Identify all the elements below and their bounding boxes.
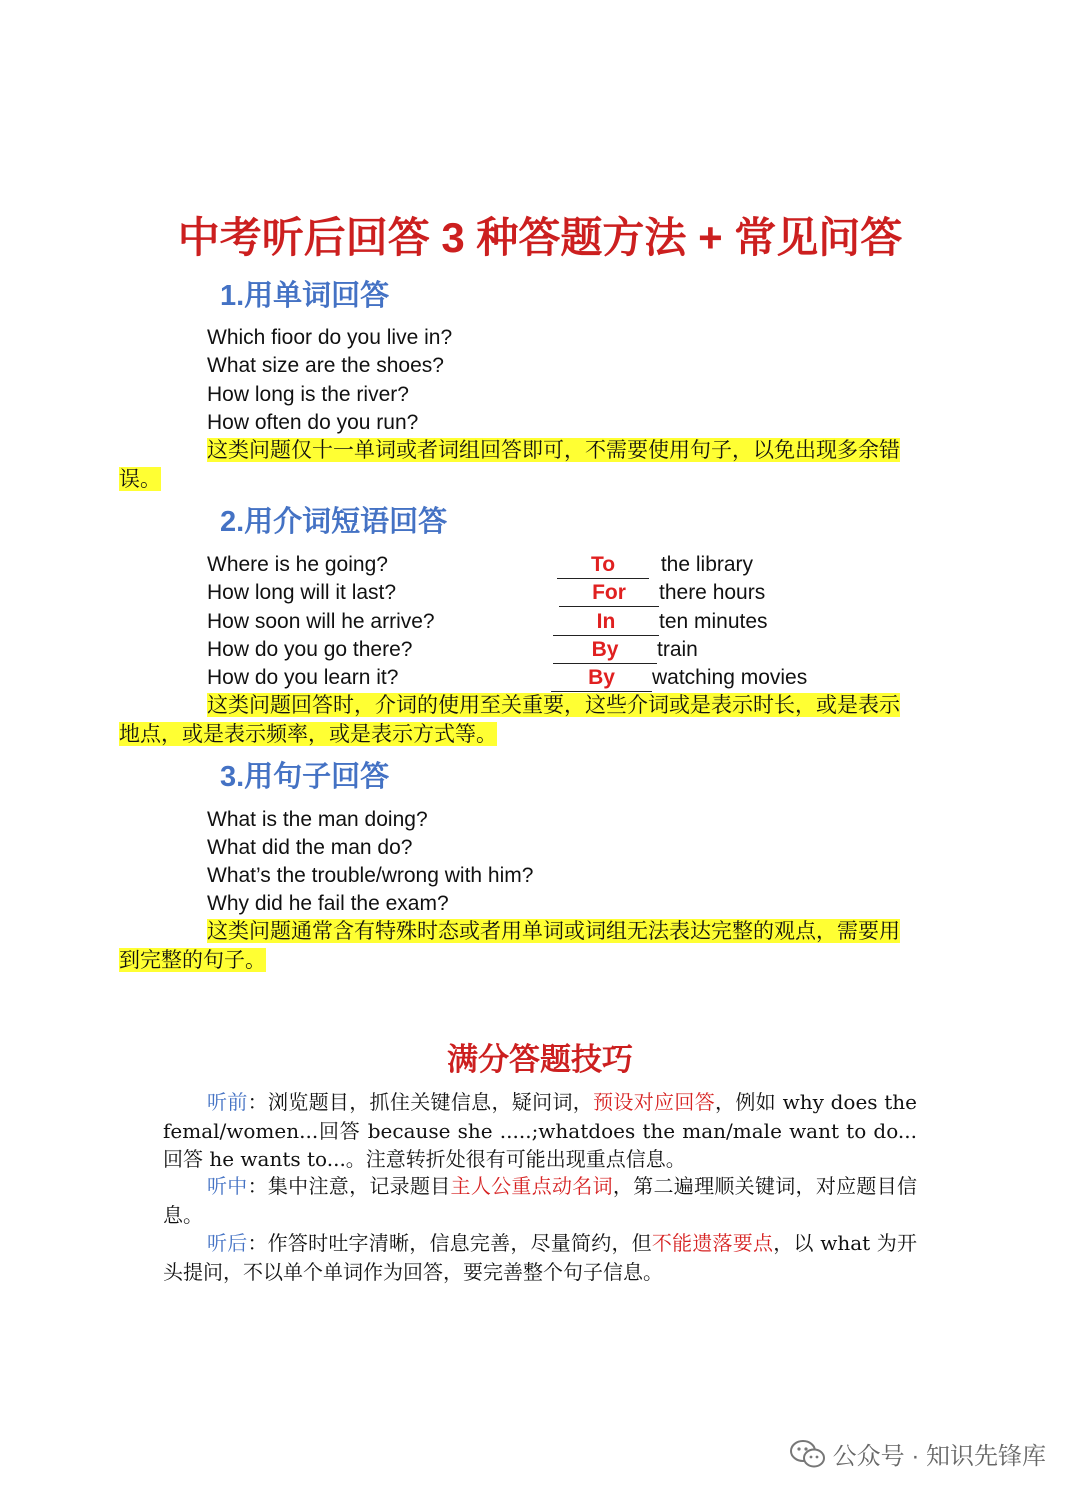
section-2-heading: 2.用介词短语回答 bbox=[220, 506, 448, 538]
section-2-question: How do you learn it? bbox=[207, 666, 399, 689]
section-1-note bbox=[119, 436, 917, 494]
preposition-blank: By bbox=[553, 637, 657, 664]
section-2-answer bbox=[553, 608, 768, 636]
tip-after-label: 听后 bbox=[207, 1231, 248, 1255]
answer-rest: train bbox=[657, 638, 698, 661]
preposition-blank: To bbox=[557, 552, 649, 579]
preposition-blank: For bbox=[559, 580, 659, 607]
preposition-blank: By bbox=[551, 665, 652, 692]
section-2-answer bbox=[553, 636, 698, 664]
tip-after bbox=[163, 1229, 917, 1286]
answer-rest: the library bbox=[660, 553, 754, 576]
section-3-note bbox=[119, 917, 917, 975]
watermark-text: 公众号 · 知识先锋库 bbox=[832, 1443, 1046, 1470]
section-2-answer bbox=[559, 579, 765, 607]
section-2-question: How long will it last? bbox=[207, 581, 397, 604]
tip-before-label: 听前 bbox=[207, 1090, 248, 1114]
wechat-icon bbox=[789, 1439, 827, 1469]
tip-during bbox=[163, 1172, 917, 1229]
tip-during-label: 听中 bbox=[207, 1174, 248, 1198]
section-2-note-line2: 地点，或是表示频率，或是表示方式等。 bbox=[119, 722, 497, 746]
tip-before-highlight: 预设对应回答 bbox=[593, 1090, 716, 1114]
section-2-answer bbox=[551, 664, 807, 692]
section-3-note-line1: 这类问题通常含有特殊时态或者用单词或词组无法表达完整的观点，需要用 bbox=[207, 919, 900, 943]
answer-rest: ten minutes bbox=[659, 610, 768, 633]
answer-rest: there hours bbox=[659, 581, 766, 604]
section-1-heading: 1.用单词回答 bbox=[220, 280, 390, 312]
tip-during-text2: ，第二遍理顺关键词，对应题目信息。 bbox=[163, 1174, 918, 1227]
section-3-question: What’s the trouble/wrong with him? bbox=[207, 864, 534, 887]
section-2-note-line1: 这类问题回答时，介词的使用至关重要，这些介词或是表示时长，或是表示 bbox=[207, 693, 900, 717]
section-2-answer bbox=[557, 551, 753, 579]
section-1-question: How often do you run? bbox=[207, 411, 419, 434]
tip-during-text1: ：集中注意，记录题目 bbox=[247, 1174, 451, 1198]
section-2-question: How soon will he arrive? bbox=[207, 610, 435, 633]
tip-after-highlight: 不能遗落要点 bbox=[651, 1231, 774, 1255]
section-1-question: What size are the shoes? bbox=[207, 354, 444, 377]
tip-after-text2: ，以 what 为开头提问，不以单个单词作为回答，要完善整个句子信息。 bbox=[163, 1231, 918, 1284]
tip-before bbox=[163, 1088, 917, 1174]
preposition-blank: In bbox=[553, 609, 659, 636]
section-2-note bbox=[119, 691, 917, 749]
section-3-heading: 3.用句子回答 bbox=[220, 761, 390, 793]
tip-before-text2: ，例如 why does the femal/women...回答 because she .....;whatdoes the man/male want to do...回答 he wants to...。注意转折处很有可能出现重点信息。 bbox=[163, 1090, 918, 1171]
section-3-question: Why did he fail the exam? bbox=[207, 892, 449, 915]
section-2-question: How do you go there? bbox=[207, 638, 413, 661]
tip-during-highlight: 主人公重点动名词 bbox=[450, 1174, 613, 1198]
tip-after-text1: ：作答时吐字清晰，信息完善，尽量简约，但 bbox=[247, 1231, 652, 1255]
section-3-note-line2: 到完整的句子。 bbox=[119, 948, 266, 972]
watermark bbox=[789, 1436, 1046, 1471]
section-1-question: How long is the river? bbox=[207, 383, 409, 406]
section-1-note-line2: 误。 bbox=[119, 467, 161, 491]
section-3-question: What did the man do? bbox=[207, 836, 413, 859]
section-2-question: Where is he going? bbox=[207, 553, 388, 576]
section-1-question: Which fioor do you live in? bbox=[207, 326, 453, 349]
answer-rest: watching movies bbox=[652, 666, 808, 689]
section-3-question: What is the man doing? bbox=[207, 808, 428, 831]
section-1-note-line1: 这类问题仅十一单词或者词组回答即可，不需要使用句子，以免出现多余错 bbox=[207, 438, 900, 462]
page-title: 中考听后回答 3 种答题方法 + 常见问答 bbox=[177, 214, 903, 261]
tips-title: 满分答题技巧 bbox=[447, 1042, 633, 1078]
tip-before-text1: ：浏览题目，抓住关键信息，疑问词， bbox=[247, 1090, 594, 1114]
